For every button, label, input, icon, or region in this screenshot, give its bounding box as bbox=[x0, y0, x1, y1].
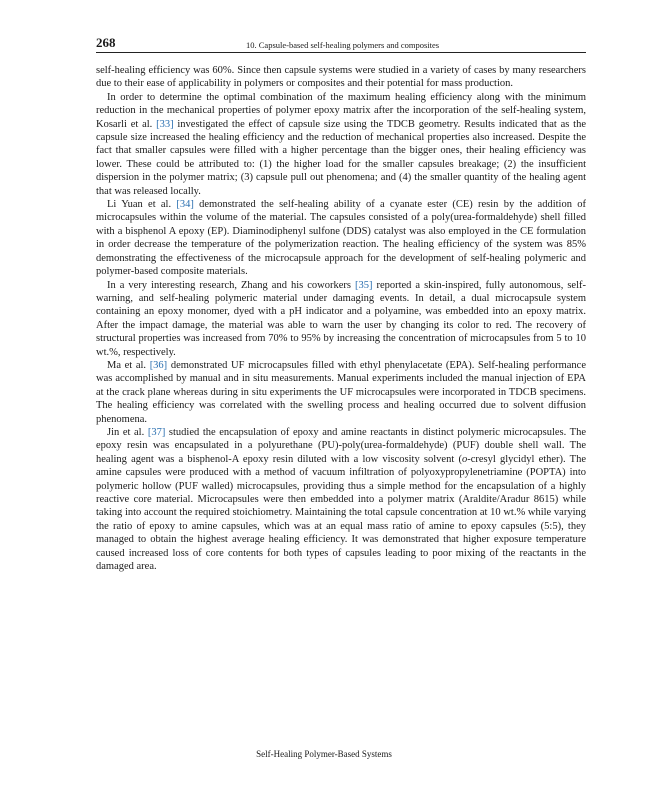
paragraph-text: self-healing efficiency was 60%. Since then capsule systems were studied in a variety of cases by many researchers due to their ease of applicability in polymers or composites and their potential for mass production. bbox=[96, 65, 586, 90]
paragraph-text: reported a skin-inspired, fully autonomous, self-warning, and self-healing polymeric material under damaging events. In detail, a dual microcapsule system containing an epoxy monomer, dyed with a pH indicator and a polyamine, was embedded into an epoxy matrix. After the impact damage, the material was able to warn the user by changing its color to red. The recovery of structural properties was increased from 70% to 95% by increasing the concentration of microcapsules from 5 to 10 wt.%, respectively. bbox=[96, 279, 586, 358]
paragraph-text: demonstrated UF microcapsules filled with ethyl phenylacetate (EPA). Self-healing performance was accomplished by manual and in situ measurements. Manual experiments included the manual injection of EPA at the crack plane whereas during in situ experiments the UF microcapsules were incorporated in TDCB specimens. The healing efficiency was correlated with the swelling process and healing occurred due to solvent diffusion phenomena. bbox=[96, 359, 586, 425]
italic-text: o bbox=[461, 453, 468, 465]
paragraph-text: investigated the effect of capsule size using the TDCB geometry. Results indicated that as the capsule size increased the healing efficiency and the reduction of mechanical properties also increased. Despite the fact that smaller capsules were filled with a higher percentage than the bigger ones, their healing efficiency was lower. These could be attributed to: (1) the higher load for the smaller capsules breakage; (2) the insufficient dispersion in the polymer matrix; (3) capsule pull out phenomena; and (4) the smaller quantity of the healing agent that was released locally. bbox=[96, 118, 586, 197]
page-header bbox=[96, 32, 586, 53]
paragraph-text: In a very interesting research, Zhang and his coworkers bbox=[107, 279, 355, 291]
paragraph-text: In order to determine the optimal combination of the maximum healing efficiency along with the minimum reduction in the mechanical properties of polymer epoxy matrix after the incorporation of the self-healing system, Kosarli et al. bbox=[96, 91, 586, 130]
paragraph-text: demonstrated the self-healing ability of a cyanate ester (CE) resin by the addition of microcapsules within the volume of the material. The capsules consisted of a poly(urea-formaldehyde) shell filled with a bisphenol A epoxy (EP). Diaminodiphenyl sulfone (DDS) catalyst was also employed in the CE formulation in order decrease the temperature of the polymerization reaction. The healing efficiency of the system was 85% demonstrating the effectiveness of the microcapsule approach for the development of self-healing polymeric and polymer-based composite materials. bbox=[96, 199, 586, 278]
body-paragraph bbox=[96, 91, 586, 198]
page-number: 268 bbox=[96, 35, 116, 50]
citation-link[interactable]: [37] bbox=[147, 426, 166, 438]
body-paragraph bbox=[96, 426, 586, 573]
paragraph-text: Jin et al. bbox=[107, 426, 148, 438]
citation-link[interactable]: [34] bbox=[176, 199, 194, 211]
paragraph-text: -cresyl glycidyl ether). The amine capsules were produced with a method of vacuum infiltration of polyoxypropylenetriamine (POPTA) into polymeric hollow (PUF walled) microcapsules, providing thus a simple method for the encapsulation of a highly reactive core material. Microcapsules were then embedded into a polymer matrix (Araldite/Aradur 8615) while taking into account the required stoichiometry. Maintaining the total capsule concentration at 10 wt.% while varying the ratio of epoxy to amine capsules, which was at an equal mass ratio of amine to epoxy capsules (5:5), they managed to obtain the highest average healing efficiency. It was demonstrated that higher exposure temperature caused increased loss of core contents for both types of capsules leading to poor mixing of the reactants in the damaged area. bbox=[96, 453, 587, 573]
body-paragraph bbox=[96, 279, 586, 359]
footer-book-title: Self-Healing Polymer-Based Systems bbox=[256, 749, 392, 759]
body-paragraph bbox=[96, 198, 586, 278]
running-title: 10. Capsule-based self-healing polymers and composites bbox=[246, 40, 440, 50]
citation-link[interactable]: [36] bbox=[149, 359, 168, 371]
body-paragraph bbox=[96, 64, 586, 91]
body-text bbox=[96, 64, 586, 573]
paragraph-text: Ma et al. bbox=[107, 359, 150, 371]
paragraph-text: Li Yuan et al. bbox=[107, 199, 177, 211]
paragraph-text: studied the encapsulation of epoxy and amine reactants in distinct polymeric microcapsules. The epoxy resin was encapsulated in a polyurethane (PU)-poly(urea-formaldehyde) (PUF) double shell wall. The healing agent was a bisphenol-A epoxy resin diluted with a low viscosity solvent ( bbox=[96, 426, 586, 465]
citation-link[interactable]: [35] bbox=[354, 279, 373, 291]
body-paragraph bbox=[96, 359, 586, 426]
citation-link[interactable]: [33] bbox=[156, 118, 174, 130]
